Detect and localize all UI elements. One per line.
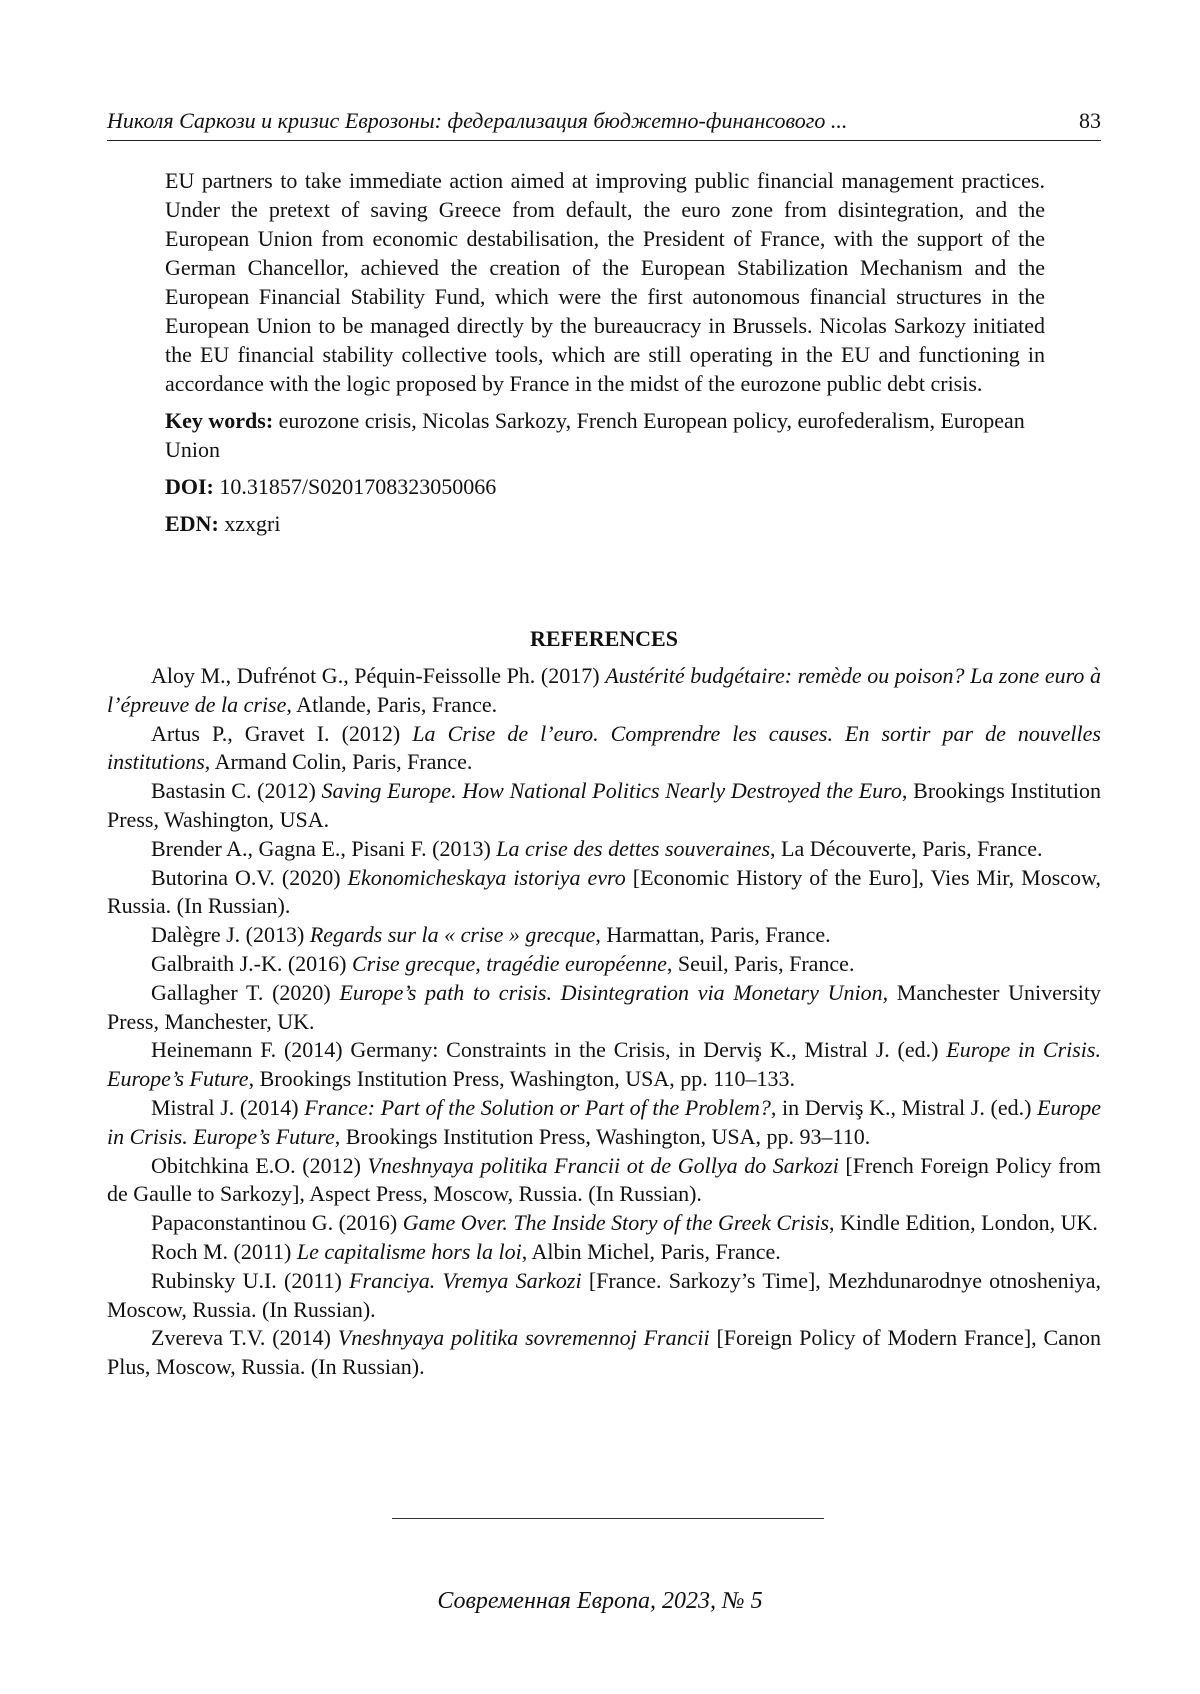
reference-authors: Rubinsky U.I. (2011) — [151, 1267, 350, 1293]
running-title: Николя Саркози и кризис Еврозоны: федерализация бюджетно-финансового ... — [107, 108, 848, 133]
reference-title: Europe’s path to crisis. Disintegration via Monetary Union — [339, 979, 883, 1005]
reference-title: Crise grecque, tragédie européenne — [352, 950, 667, 976]
reference-item — [107, 1036, 1101, 1094]
reference-title: La crise des dettes souveraines — [496, 835, 771, 861]
reference-publisher: , Armand Colin, Paris, France. — [204, 749, 473, 775]
abstract-text: EU partners to take immediate action aimed at improving public financial management practices. Under the pretext of saving Greece from default, the euro zone from disintegration, and the European Union from economic destabilisation, the President of France, with the support of the German Chancellor, achieved the creation of the European Stabilization Mechanism and the European Financial Stability Fund, which were the first autonomous financial structures in the European Union to be managed directly by the bureaucracy in Brussels. Nicolas Sarkozy initiated the EU financial stability collective tools, which are still operating in the EU and functioning in accordance with the logic proposed by France in the midst of the eurozone public debt crisis. — [165, 168, 1045, 396]
running-header — [107, 106, 1101, 141]
reference-publisher: , La Découverte, Paris, France. — [770, 835, 1043, 861]
reference-authors: Galbraith J.-K. (2016) — [151, 950, 353, 976]
doi-value: 10.31857/S0201708323050066 — [219, 474, 497, 499]
edn-label: EDN: — [165, 511, 219, 536]
reference-item — [107, 1324, 1101, 1382]
reference-title: Le capitalisme hors la loi — [296, 1238, 522, 1264]
reference-publisher: , Brookings Institution Press, Washington, USA. — [107, 778, 1101, 832]
reference-title: Europe in Crisis. Europe’s Future — [107, 1094, 1102, 1149]
reference-item — [107, 835, 1101, 864]
reference-in: , in Derviş K., Mistral J. (ed.) — [770, 1094, 1038, 1120]
reference-publisher: [France. Sarkozy’s Time], Mezhdunarodnye otnosheniya, Moscow, Russia. (In Russian). — [107, 1267, 1101, 1322]
reference-authors: Heinemann F. (2014) Germany: Constraints in the Crisis, in Derviş K., Mistral J. (ed.) — [151, 1037, 947, 1063]
reference-title: France: Part of the Solution or Part of the Problem? — [304, 1094, 771, 1120]
references-list — [107, 662, 1101, 1382]
reference-item — [107, 921, 1101, 950]
reference-item — [107, 950, 1101, 979]
reference-publisher: , Brookings Institution Press, Washington, USA, pp. 93–110. — [334, 1123, 871, 1149]
reference-item — [107, 1238, 1101, 1267]
reference-publisher: , Manchester University Press, Manchester, UK. — [107, 979, 1101, 1034]
reference-publisher: [Economic History of the Euro], Vies Mir, Moscow, Russia. (In Russian). — [107, 864, 1101, 919]
reference-publisher: [French Foreign Policy from de Gaulle to Sarkozy], Aspect Press, Moscow, Russia. (In Russian). — [107, 1152, 1101, 1207]
reference-item — [107, 777, 1101, 835]
reference-title: Austérité budgétaire: remède ou poison? La zone euro à l’épreuve de la crise — [107, 663, 1101, 717]
keywords-line — [165, 406, 1045, 464]
doi-line — [165, 472, 1045, 501]
reference-title: Ekonomicheskaya istoriya evro — [347, 864, 626, 890]
reference-title: Regards sur la « crise » grecque — [309, 922, 596, 948]
reference-title: Europe in Crisis. Europe’s Future — [107, 1037, 1101, 1092]
reference-title: Saving Europe. How National Politics Nearly Destroyed the Euro — [321, 778, 902, 804]
reference-item — [107, 979, 1101, 1037]
reference-authors: Mistral J. (2014) — [151, 1094, 305, 1120]
reference-authors: Artus P., Gravet I. (2012) — [151, 720, 413, 746]
journal-footer: Современная Европа, 2023, № 5 — [437, 1588, 763, 1614]
end-rule — [392, 1518, 824, 1519]
reference-item — [107, 1209, 1101, 1238]
reference-publisher: , Albin Michel, Paris, France. — [521, 1238, 781, 1264]
reference-publisher: , Kindle Edition, London, UK. — [829, 1210, 1098, 1236]
reference-publisher: , Harmattan, Paris, France. — [595, 922, 831, 948]
reference-authors: Bastasin C. (2012) — [151, 778, 322, 804]
reference-title: Vneshnyaya politika Francii ot de Gollya do Sarkozi — [367, 1152, 839, 1178]
reference-authors: Butorina O.V. (2020) — [151, 864, 348, 890]
reference-publisher: , Atlande, Paris, France. — [286, 691, 498, 717]
reference-authors: Aloy M., Dufrénot G., Péquin-Feissolle Ph. (2017) — [151, 663, 606, 688]
reference-authors: Obitchkina E.O. (2012) — [151, 1152, 368, 1178]
reference-title: Game Over. The Inside Story of the Greek Crisis — [402, 1210, 830, 1236]
reference-item — [107, 1267, 1101, 1325]
reference-item — [107, 662, 1101, 720]
reference-publisher: [Foreign Policy of Modern France], Canon Plus, Moscow, Russia. (In Russian). — [107, 1325, 1101, 1380]
reference-authors: Gallagher T. (2020) — [151, 979, 340, 1005]
reference-authors: Zvereva T.V. (2014) — [151, 1325, 338, 1351]
edn-line — [165, 509, 1045, 538]
reference-publisher: , Brookings Institution Press, Washington, USA, pp. 110–133. — [248, 1066, 795, 1092]
reference-authors: Brender A., Gagna E., Pisani F. (2013) — [151, 835, 497, 861]
keywords-label: Key words: — [165, 408, 274, 433]
doi-label: DOI: — [165, 474, 214, 499]
reference-authors: Dalègre J. (2013) — [151, 922, 310, 948]
reference-item — [107, 720, 1101, 778]
page-number: 83 — [1079, 108, 1101, 133]
abstract-block — [165, 166, 1045, 538]
references-heading: REFERENCES — [530, 626, 678, 651]
reference-publisher: , Seuil, Paris, France. — [666, 950, 855, 976]
reference-title: La Crise de l’euro. Comprendre les causes. En sortir par de nouvelles institutions — [107, 720, 1101, 775]
keywords-value: eurozone crisis, Nicolas Sarkozy, French European policy, eurofederalism, European Union — [165, 408, 1025, 462]
reference-title: Vneshnyaya politika sovremennoj Francii — [337, 1325, 710, 1351]
reference-authors: Roch M. (2011) — [151, 1238, 297, 1264]
reference-item — [107, 1152, 1101, 1210]
reference-item — [107, 1094, 1101, 1152]
reference-authors: Papaconstantinou G. (2016) — [151, 1210, 403, 1236]
reference-title: Franciya. Vremya Sarkozi — [349, 1267, 582, 1293]
reference-item — [107, 864, 1101, 922]
edn-value: xzxgri — [224, 511, 281, 536]
